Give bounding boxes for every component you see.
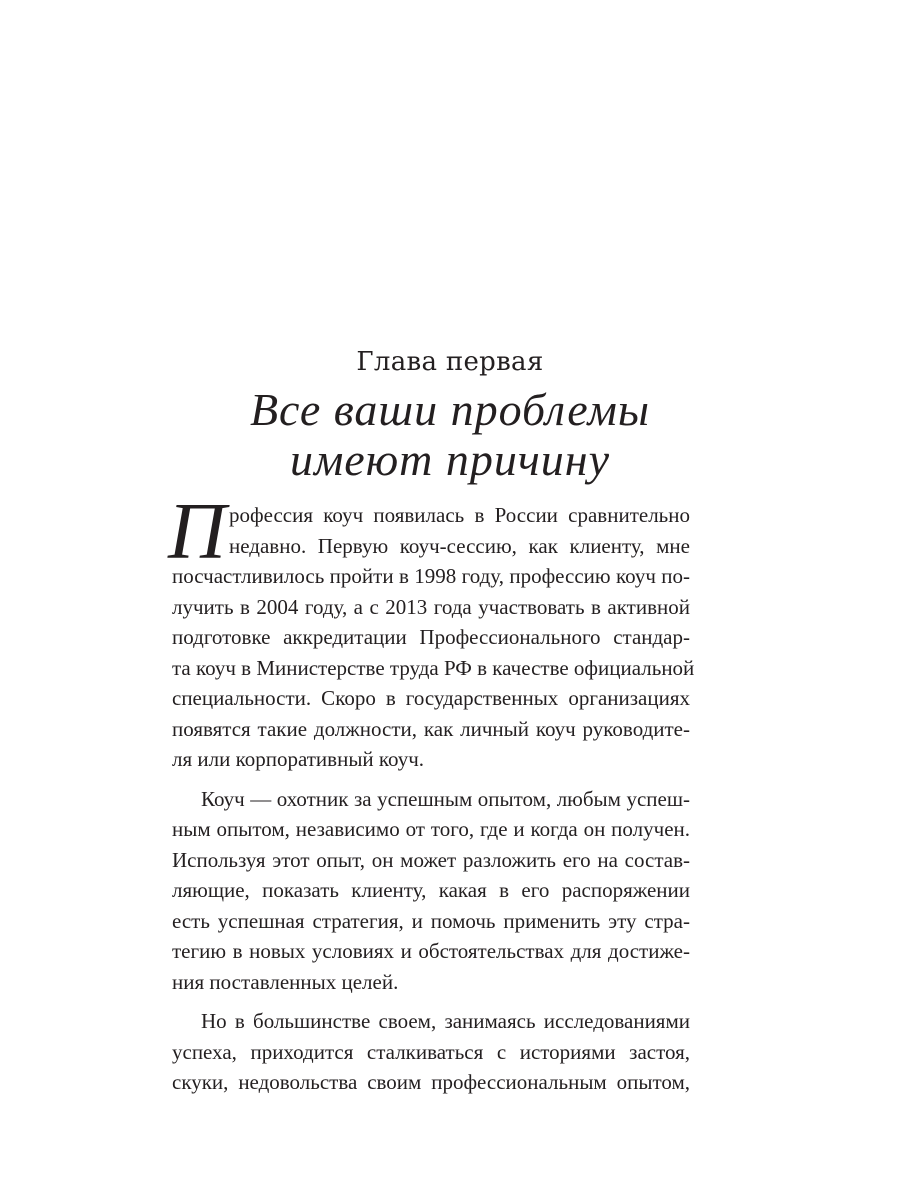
text-line: скуки, недовольства своим профессиональным опытом, bbox=[172, 1070, 690, 1094]
chapter-label: Глава первая bbox=[356, 347, 544, 377]
text-line: ния поставленных целей. bbox=[172, 969, 399, 994]
text-line: есть успешная стратегия, и помочь применить эту стра- bbox=[172, 908, 690, 933]
text-line: ляющие, показать клиенту, какая в его распоряжении bbox=[172, 878, 690, 902]
text-line: та коуч в Министерстве труда РФ в качестве официальной bbox=[172, 655, 695, 680]
text-line: ля или корпоративный коуч. bbox=[172, 747, 425, 771]
paragraph-2 bbox=[172, 784, 690, 998]
body-text bbox=[168, 488, 695, 1098]
text-line: рофессия коуч появилась в России сравнительно bbox=[229, 503, 690, 527]
text-line: недавно. Первую коуч-сессию, как клиенту, мне bbox=[229, 533, 690, 558]
text-line: успеха, приходится сталкиваться с историями застоя, bbox=[172, 1039, 690, 1064]
text-line: Но в большинстве своем, занимаясь исследованиями bbox=[201, 1009, 690, 1033]
text-line: тегию в новых условиях и обстоятельствах для достиже- bbox=[172, 939, 690, 963]
text-line: посчастливилось пройти в 1998 году, профессию коуч по- bbox=[172, 564, 690, 588]
chapter-title-line-2: имеют причину bbox=[289, 434, 611, 485]
text-line: лучить в 2004 году, а с 2013 года участвовать в активной bbox=[172, 594, 690, 619]
paragraph-3 bbox=[172, 1006, 690, 1098]
text-line: появятся такие должности, как личный коуч руководите- bbox=[172, 716, 690, 741]
text-line: подготовке аккредитации Профессионального стандар- bbox=[172, 625, 690, 649]
chapter-title bbox=[0, 385, 900, 485]
chapter-title-line-1: Все ваши проблемы bbox=[249, 384, 651, 435]
drop-cap: П bbox=[168, 488, 226, 576]
text-line: Коуч — охотник за успешным опытом, любым успеш- bbox=[201, 786, 690, 811]
text-line: ным опытом, независимо от того, где и когда он получен. bbox=[172, 817, 690, 841]
text-line: Используя этот опыт, он может разложить его на состав- bbox=[172, 847, 690, 872]
paragraph-1 bbox=[172, 500, 695, 775]
text-line: специальности. Скоро в государственных организациях bbox=[172, 686, 690, 710]
